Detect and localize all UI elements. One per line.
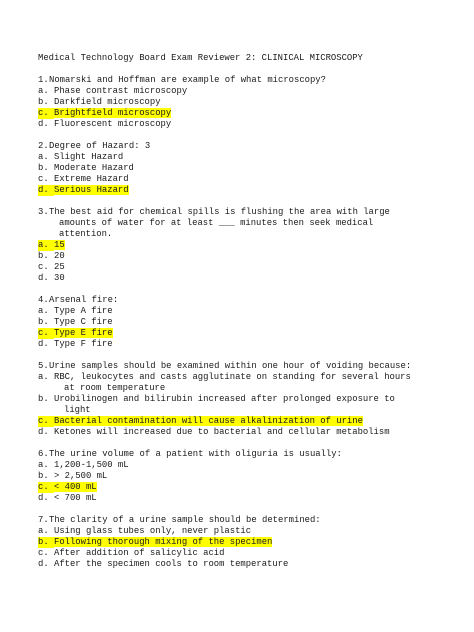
answer-option	[38, 372, 474, 383]
option-letter: a.	[38, 372, 49, 382]
option-letter: c.	[38, 328, 54, 339]
option-text: light	[64, 405, 91, 415]
question-number: 4.	[38, 295, 49, 305]
option-text-wrap	[54, 559, 430, 570]
option-letter: d.	[38, 185, 54, 196]
option-indent	[38, 405, 54, 416]
option-text-wrap	[54, 493, 430, 504]
option-text: < 700 mL	[54, 493, 97, 503]
answer-option	[38, 240, 474, 251]
option-text-wrap	[54, 405, 440, 416]
question-text: Urine samples should be examined within one hour of voiding because:	[49, 361, 412, 371]
question-block	[38, 141, 474, 196]
option-text: Extreme Hazard	[54, 174, 129, 184]
option-letter: a.	[38, 152, 49, 162]
question-text: The best aid for chemical spills is flushing the area with large	[49, 207, 390, 217]
option-letter: c.	[38, 108, 54, 119]
option-letter: b.	[38, 317, 49, 327]
question-text: amounts of water for at least ___ minutes then seek medical	[59, 218, 374, 228]
option-letter: b.	[38, 394, 49, 404]
answer-option	[38, 262, 474, 273]
option-text: Darkfield microscopy	[54, 97, 161, 107]
question-line	[38, 515, 474, 526]
option-text-wrap	[54, 97, 430, 108]
answer-option	[38, 273, 474, 284]
highlighted-answer-text: Following thorough mixing of the specimen	[54, 537, 273, 547]
answer-option	[38, 86, 474, 97]
option-text: Type C fire	[54, 317, 113, 327]
option-letter: b.	[38, 251, 49, 261]
question-line	[38, 207, 474, 218]
answer-option	[38, 416, 474, 427]
option-text: Fluorescent microscopy	[54, 119, 172, 129]
question-block	[38, 295, 474, 350]
option-letter: d.	[38, 339, 49, 349]
question-block	[38, 75, 474, 130]
option-letter: c.	[38, 482, 54, 493]
option-text-wrap	[54, 273, 430, 284]
answer-option	[38, 174, 474, 185]
option-text-wrap	[54, 317, 430, 328]
question-text: The clarity of a urine sample should be determined:	[49, 515, 321, 525]
option-text-wrap	[54, 251, 430, 262]
option-text-wrap	[54, 328, 430, 339]
question-line	[38, 218, 474, 229]
option-text-wrap	[54, 482, 430, 493]
option-text-wrap	[54, 394, 430, 405]
answer-option	[38, 108, 474, 119]
question-indent	[38, 229, 49, 240]
highlighted-answer-text: < 400 mL	[54, 482, 97, 492]
question-text: attention.	[59, 229, 113, 239]
question-block	[38, 207, 474, 284]
option-letter: a.	[38, 460, 49, 470]
answer-option	[38, 119, 474, 130]
question-line	[38, 75, 474, 86]
question-line	[38, 141, 474, 152]
answer-option	[38, 97, 474, 108]
option-text-wrap	[54, 416, 430, 427]
answer-option	[38, 526, 474, 537]
highlighted-answer-text: Type E fire	[54, 328, 113, 338]
answer-option-continuation	[38, 405, 474, 416]
answer-option	[38, 317, 474, 328]
option-text: Slight Hazard	[54, 152, 124, 162]
answer-option	[38, 163, 474, 174]
question-number: 6.	[38, 449, 49, 459]
highlighted-answer-text: 15	[54, 240, 65, 250]
answer-option	[38, 152, 474, 163]
question-text: Nomarski and Hoffman are example of what microscopy?	[49, 75, 326, 85]
option-text: Type A fire	[54, 306, 113, 316]
highlighted-answer-text: Brightfield microscopy	[54, 108, 172, 118]
question-number: 1.	[38, 75, 49, 85]
answer-option	[38, 537, 474, 548]
answer-option	[38, 559, 474, 570]
option-text: After addition of salicylic acid	[54, 548, 225, 558]
question-number: 2.	[38, 141, 49, 151]
option-text-wrap	[54, 185, 430, 196]
answer-option	[38, 339, 474, 350]
option-letter: c.	[38, 262, 49, 272]
option-letter: a.	[38, 240, 54, 251]
answer-option	[38, 185, 474, 196]
option-letter: d.	[38, 273, 49, 283]
highlighted-answer-text: Bacterial contamination will cause alkalinization of urine	[54, 416, 363, 426]
option-text: Type F fire	[54, 339, 113, 349]
question-number: 7.	[38, 515, 49, 525]
option-text: After the specimen cools to room temperature	[54, 559, 289, 569]
answer-option	[38, 328, 474, 339]
answer-option	[38, 548, 474, 559]
option-text: 20	[54, 251, 65, 261]
question-text: The urine volume of a patient with oliguria is usually:	[49, 449, 342, 459]
option-letter: a.	[38, 306, 49, 316]
option-letter: a.	[38, 526, 49, 536]
option-letter: b.	[38, 537, 54, 548]
question-block	[38, 361, 474, 438]
option-text-wrap	[54, 262, 430, 273]
document-title: Medical Technology Board Exam Reviewer 2: CLINICAL MICROSCOPY	[38, 53, 363, 63]
option-text-wrap	[54, 339, 430, 350]
option-text: 25	[54, 262, 65, 272]
option-text: 1,200-1,500 mL	[54, 460, 129, 470]
question-list	[38, 75, 474, 570]
option-text-wrap	[54, 108, 430, 119]
question-line	[38, 229, 474, 240]
answer-option	[38, 493, 474, 504]
answer-option	[38, 427, 474, 438]
option-text: Moderate Hazard	[54, 163, 134, 173]
option-letter: c.	[38, 174, 49, 184]
highlighted-answer-text: Serious Hazard	[54, 185, 129, 195]
option-letter: d.	[38, 427, 49, 437]
answer-option	[38, 394, 474, 405]
option-text-wrap	[54, 427, 430, 438]
option-text-wrap	[54, 306, 430, 317]
question-text: Degree of Hazard: 3	[49, 141, 151, 151]
option-letter: b.	[38, 97, 49, 107]
option-letter: c.	[38, 548, 49, 558]
option-text-wrap	[54, 119, 430, 130]
option-text-wrap	[54, 526, 430, 537]
option-text-wrap	[54, 240, 430, 251]
option-indent	[38, 383, 54, 394]
option-text-wrap	[54, 174, 430, 185]
option-letter: b.	[38, 163, 49, 173]
question-block	[38, 515, 474, 570]
question-number: 3.	[38, 207, 49, 217]
option-text-wrap	[54, 152, 430, 163]
question-indent	[38, 218, 49, 229]
option-letter: b.	[38, 471, 49, 481]
question-line	[38, 361, 474, 372]
option-letter: d.	[38, 559, 49, 569]
option-text: RBC, leukocytes and casts agglutinate on standing for several hours	[54, 372, 411, 382]
option-text-wrap	[54, 460, 430, 471]
option-text: Using glass tubes only, never plastic	[54, 526, 252, 536]
option-letter: a.	[38, 86, 49, 96]
option-text-wrap	[54, 548, 430, 559]
answer-option	[38, 251, 474, 262]
option-text-wrap	[54, 86, 430, 97]
answer-option	[38, 482, 474, 493]
option-letter: d.	[38, 119, 49, 129]
option-letter: d.	[38, 493, 49, 503]
answer-option	[38, 460, 474, 471]
option-text: Phase contrast microscopy	[54, 86, 188, 96]
answer-option	[38, 306, 474, 317]
question-line	[38, 449, 474, 460]
option-text-wrap	[54, 163, 430, 174]
question-line	[38, 295, 474, 306]
option-text: Urobilinogen and bilirubin increased after prolonged exposure to	[54, 394, 395, 404]
option-text: at room temperature	[64, 383, 166, 393]
answer-option	[38, 471, 474, 482]
question-block	[38, 449, 474, 504]
option-text: 30	[54, 273, 65, 283]
option-text-wrap	[54, 372, 430, 383]
question-number: 5.	[38, 361, 49, 371]
answer-option-continuation	[38, 383, 474, 394]
option-text-wrap	[54, 383, 440, 394]
option-text: Ketones will increased due to bacterial and cellular metabolism	[54, 427, 390, 437]
option-text-wrap	[54, 471, 430, 482]
option-letter: c.	[38, 416, 54, 427]
option-text: > 2,500 mL	[54, 471, 108, 481]
question-text: Arsenal fire:	[49, 295, 119, 305]
option-text-wrap	[54, 537, 430, 548]
